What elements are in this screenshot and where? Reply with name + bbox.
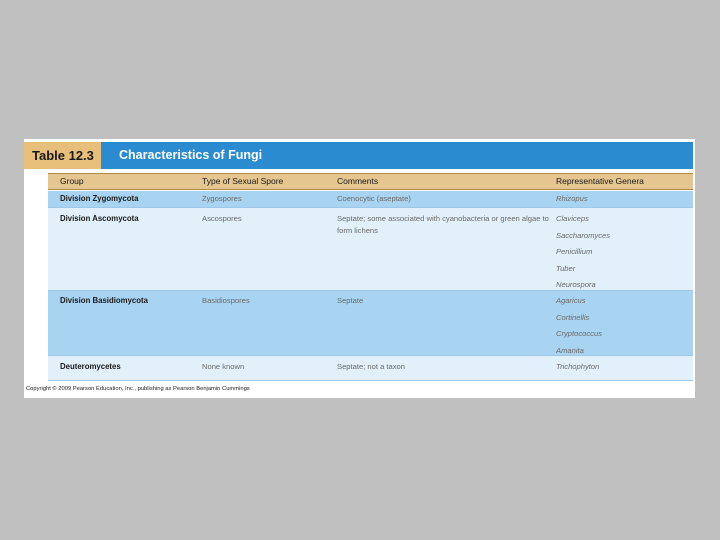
table-row: [48, 291, 693, 356]
cell-comment: Coenocytic (aseptate): [337, 194, 411, 203]
genus: Tuber: [556, 263, 576, 273]
genus: Amanita: [556, 345, 584, 355]
table-row: [48, 356, 693, 381]
cell-group: Deuteromycetes: [60, 362, 121, 371]
slide: [24, 139, 695, 398]
cell-comment: Septate; some associated with cyanobacteria or green algae to form lichens: [337, 214, 549, 235]
cell-spore: Ascospores: [202, 214, 242, 223]
genus: Neurospora: [556, 280, 596, 289]
cell-group: Division Zygomycota: [60, 194, 139, 203]
copyright-notice: Copyright © 2009 Pearson Education, Inc., publishing as Pearson Benjamin Cummings: [26, 386, 250, 392]
table-title: Characteristics of Fungi: [119, 148, 263, 162]
genus: Saccharomyces: [556, 230, 611, 240]
cell-spore: None known: [202, 362, 245, 371]
cell-spore: Basidiospores: [202, 296, 250, 305]
genus: Penicillium: [556, 247, 593, 256]
table-header-row: [48, 173, 693, 190]
cell-spore: Zygospores: [202, 194, 242, 203]
table-number: Table 12.3: [24, 142, 101, 169]
table-title-bar: [24, 142, 693, 169]
cell-genera: [556, 213, 610, 296]
cell-group: Division Basidiomycota: [60, 296, 148, 305]
cell-comment: Septate: [337, 296, 364, 305]
column-header-spore: Type of Sexual Spore: [202, 176, 284, 186]
genus: Claviceps: [556, 214, 589, 223]
genus: Trichophyton: [556, 362, 600, 371]
column-header-comments: Comments: [337, 176, 379, 186]
cell-genera: [556, 361, 599, 378]
table-row: [48, 191, 693, 208]
genus: Cortinellis: [556, 312, 590, 322]
cell-group: Division Ascomycota: [60, 214, 139, 223]
genus: Agaricus: [556, 296, 586, 305]
genus: Cryptococcus: [556, 329, 603, 338]
genus: Rhizopus: [556, 194, 588, 203]
table-row: [48, 208, 693, 291]
cell-comment: Septate; not a taxon: [337, 362, 405, 371]
cell-genera: [556, 295, 602, 361]
column-header-group: Group: [60, 176, 84, 186]
column-header-genera: Representative Genera: [556, 176, 644, 186]
